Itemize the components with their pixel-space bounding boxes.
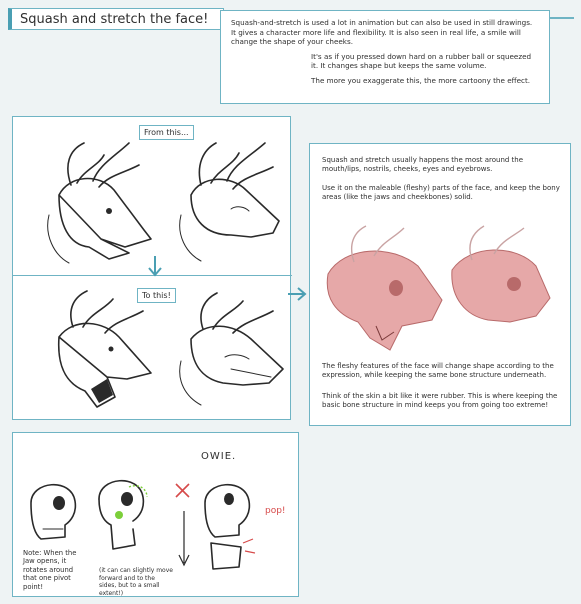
skull-overlay-illustration (314, 222, 554, 362)
intro-paragraph-2: It's as if you pressed down hard on a rubber ball or squeezed it. It changes shape but keeps the same volume. (311, 51, 532, 71)
pop-label: pop! (265, 506, 286, 516)
right-paragraph-1: Squash and stretch usually happens the most around the mouth/lips, nostrils, cheeks, eyes and eyebrows. (322, 156, 524, 174)
from-label: From this... (139, 125, 194, 140)
intro-box (220, 10, 550, 104)
creature-sketch-stretched (161, 287, 291, 417)
to-label: To this! (137, 288, 176, 303)
intro-paragraph-3: The more you exaggerate this, the more cartoony the effect. (311, 75, 531, 85)
right-paragraph-2: Use it on the maleable (fleshy) parts of the face, and keep the bony areas (like the jaws and cheekbones) solid. (322, 184, 560, 202)
owie-label: OWIE. (201, 451, 237, 462)
pivot-aside: (it can can slightly move forward and to the sides, but to a small extent!) (99, 567, 173, 597)
page-title: Squash and stretch the face! (8, 8, 224, 30)
creature-sketch-squashed (29, 287, 159, 417)
skull-dislocated-sketch (193, 473, 273, 573)
intro-paragraph-1: Squash-and-stretch is used a lot in animation but can also be used in still drawings. It gives a character more life and flexibility. It is also seen in real life, a smile will change the shape of your cheeks. (231, 18, 533, 47)
down-arrow-sketch-icon (177, 509, 191, 569)
pivot-note: Note: When the Jaw opens, it rotates around that one pivot point! (23, 549, 77, 591)
creature-sketch-smiling (161, 135, 291, 275)
right-paragraph-4: Think of the skin a bit like it were rubber. This is where keeping the basic bone structure in mind keeps you from going too extreme! (322, 392, 558, 410)
explanation-panel (309, 143, 571, 426)
skull-open-sketch (89, 469, 159, 559)
jaw-pivot-panel (12, 432, 299, 597)
comparison-panel (12, 116, 291, 420)
cross-icon (173, 481, 193, 501)
right-arrow-icon (286, 286, 310, 302)
right-paragraph-3: The fleshy features of the face will change shape according to the expression, while keeping the same bone structure underneath. (322, 362, 554, 380)
skull-closed-sketch (21, 473, 81, 553)
creature-sketch-neutral (29, 135, 159, 275)
